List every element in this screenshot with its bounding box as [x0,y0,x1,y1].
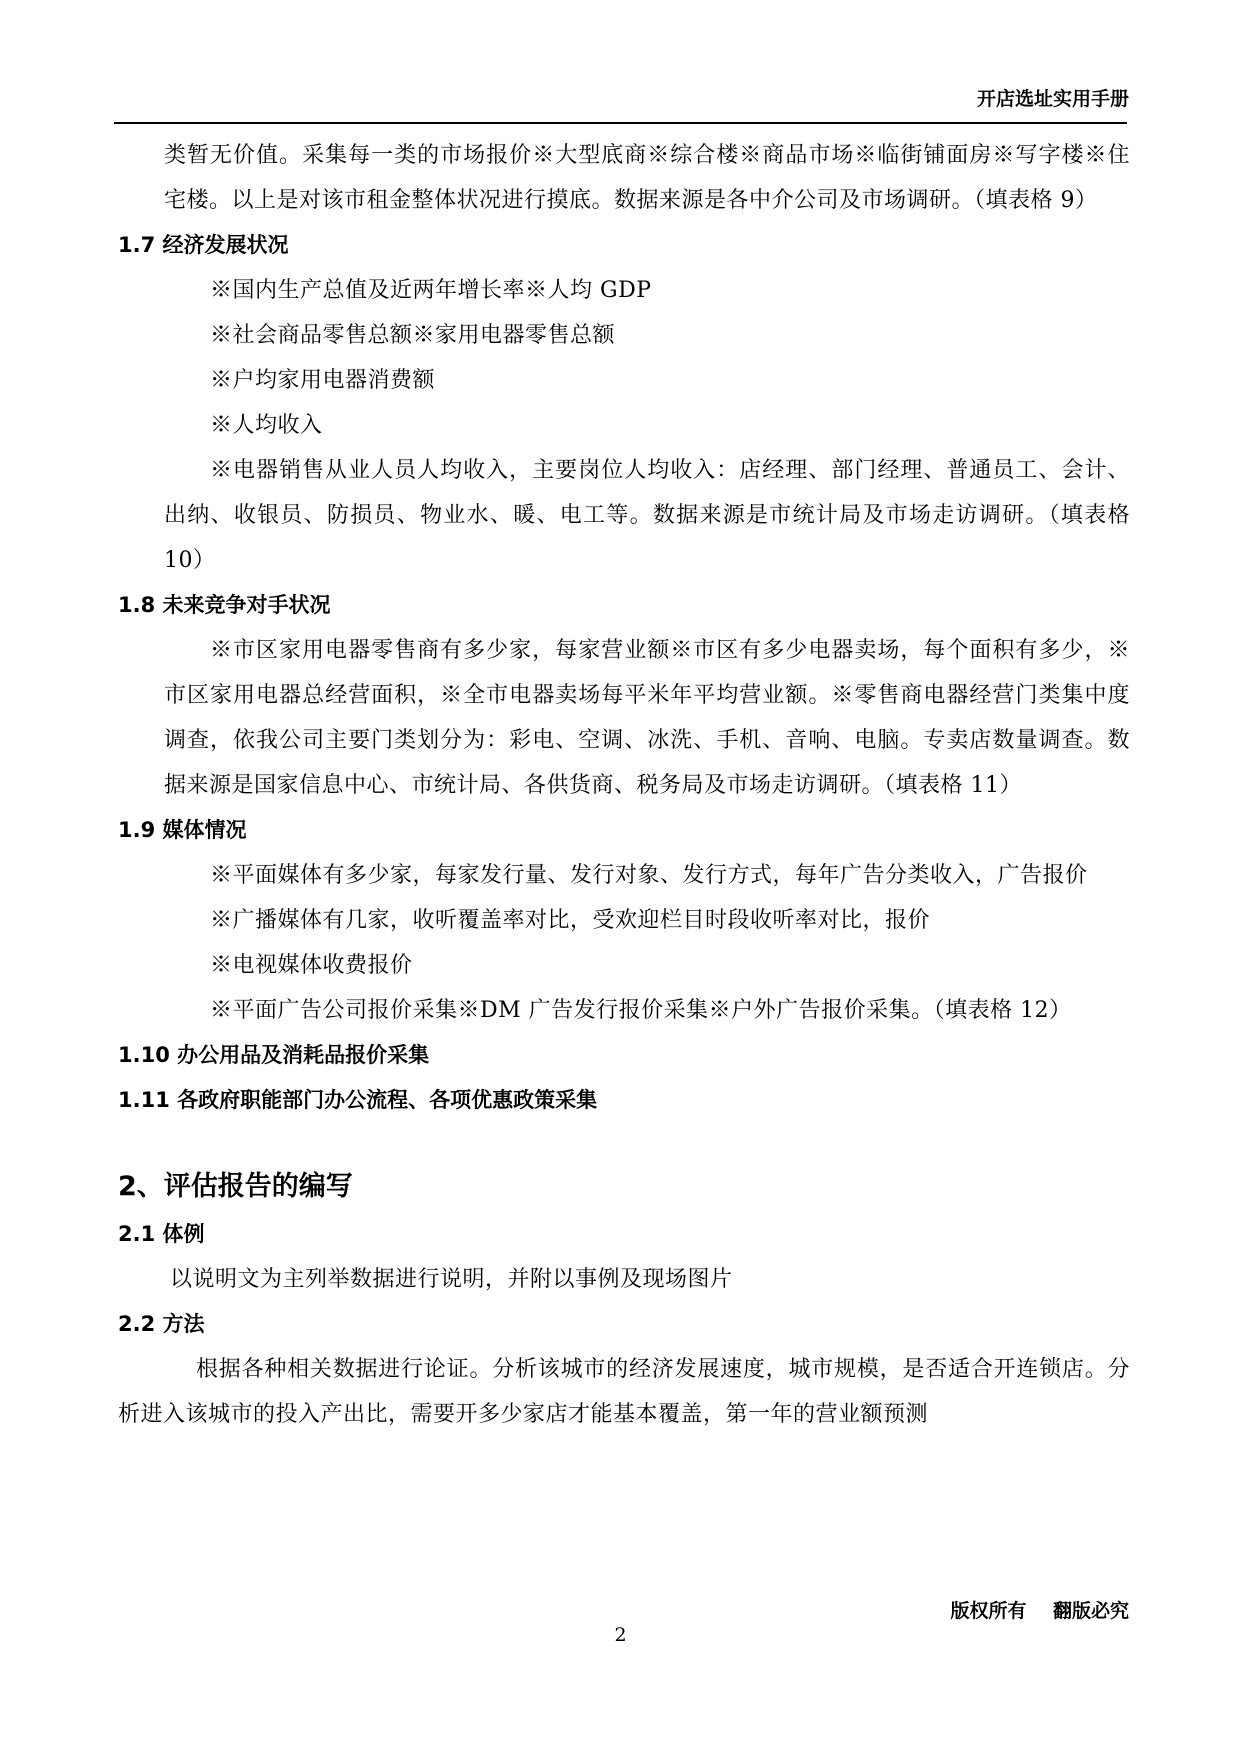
section-2-1-text: 以说明文为主列举数据进行说明，并附以事例及现场图片 [170,1267,733,1292]
page-number: 2 [614,1624,627,1646]
list-item: ※电器销售从业人员人均收入，主要岗位人均收入：店经理、部门经理、普通员工、会计、出纳、收银员、防损员、物业水、暖、电工等。数据来源是市统计局及市场走访调研。（填表格 10） [164,458,1130,573]
list-item: ※电视媒体收费报价 [210,953,413,978]
section-1-9-heading: 1.9 媒体情况 [118,818,247,842]
list-item: ※人均收入 [210,413,323,438]
page-content [118,133,1130,1437]
list-item: ※国内生产总值及近两年增长率※人均 GDP [210,278,652,303]
list-item: ※平面媒体有多少家，每家发行量、发行对象、发行方式，每年广告分类收入，广告报价 [210,863,1088,888]
list-item: ※社会商品零售总额※家用电器零售总额 [210,323,616,348]
section-1-11-heading: 1.11 各政府职能部门办公流程、各项优惠政策采集 [118,1088,598,1112]
section-1-8-paragraph: ※市区家用电器零售商有多少家，每家营业额※市区有多少电器卖场，每个面积有多少，※市区家用电器总经营面积，※全市电器卖场每平米年平均营业额。※零售商电器经营门类集中度调查，依我公司主要门类划分为：彩电、空调、冰洗、手机、音响、电脑。专卖店数量调查。数据来源是国家信息中心、市统计局、各供货商、税务局及市场走访调研。（填表格 11） [164,638,1130,798]
section-1-10-heading: 1.10 办公用品及消耗品报价采集 [118,1043,430,1067]
section-2-2-heading: 2.2 方法 [118,1312,205,1336]
footer-copyright: 版权所有 翻版必究 [950,1600,1129,1622]
list-item: ※户均家用电器消费额 [210,368,436,393]
chapter-2-heading: 2、评估报告的编写 [118,1171,353,1202]
section-1-8-heading: 1.8 未来竞争对手状况 [118,593,331,617]
list-item: ※平面广告公司报价采集※DM 广告发行报价采集※户外广告报价采集。（填表格 12） [210,998,1072,1023]
header-rule [114,122,1127,124]
running-header-title: 开店选址实用手册 [976,88,1129,110]
rent-paragraph-continuation: 类暂无价值。采集每一类的市场报价※大型底商※综合楼※商品市场※临街铺面房※写字楼※住宅楼。以上是对该市租金整体状况进行摸底。数据来源是各中介公司及市场调研。（填表格 9） [164,143,1130,213]
section-2-2-text: 根据各种相关数据进行论证。分析该城市的经济发展速度，城市规模，是否适合开连锁店。分析进入该城市的投入产出比，需要开多少家店才能基本覆盖，第一年的营业额预测 [118,1357,1130,1427]
section-2-1-heading: 2.1 体例 [118,1222,205,1246]
list-item: ※广播媒体有几家，收听覆盖率对比，受欢迎栏目时段收听率对比，报价 [210,908,931,933]
section-1-7-heading: 1.7 经济发展状况 [118,233,289,257]
